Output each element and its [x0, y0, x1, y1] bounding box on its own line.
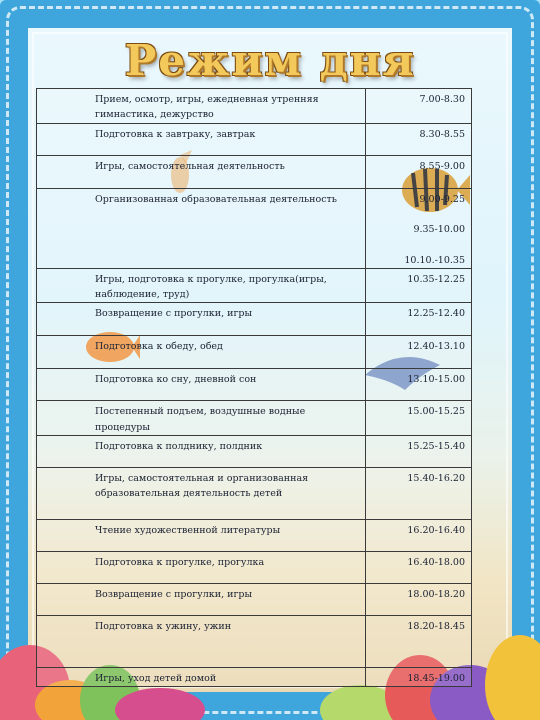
table-row: [37, 89, 472, 124]
time-cell: 13.10-15.00: [366, 369, 472, 401]
time-cell: 12.25-12.40: [366, 303, 472, 336]
table-row: [37, 667, 472, 686]
table-row: [37, 336, 472, 369]
table-row: [37, 369, 472, 401]
activity-cell: Чтение художественной литературы: [37, 519, 366, 551]
time-cell: 18.20-18.45: [366, 615, 472, 667]
table-row: [37, 519, 472, 551]
table-row: [37, 583, 472, 615]
activity-cell: Игры, самостоятельная деятельность: [37, 156, 366, 189]
table-row: [37, 268, 472, 302]
table-row: [37, 124, 472, 156]
activity-cell: Подготовка к завтраку, завтрак: [37, 124, 366, 156]
activity-cell: Подготовка к ужину, ужин: [37, 615, 366, 667]
table-row: [37, 303, 472, 336]
time-cell: 8.55-9.00: [366, 156, 472, 189]
table-row: [37, 156, 472, 189]
activity-cell: Постепенный подъем, воздушные водные процедуры: [37, 401, 366, 435]
activity-cell: Подготовка к полднику, полдник: [37, 435, 366, 467]
time-cell: 15.25-15.40: [366, 435, 472, 467]
activity-cell: Организованная образовательная деятельность: [37, 189, 366, 269]
time-cell: 9.00-9.25 9.35-10.00 10.10.-10.35: [366, 189, 472, 269]
time-cell: 18.45-19.00: [366, 667, 472, 686]
activity-cell: Игры, самостоятельная и организованная образовательная деятельность детей: [37, 467, 366, 519]
page-title: Режим дня: [124, 36, 416, 85]
activity-cell: Возвращение с прогулки, игры: [37, 303, 366, 336]
time-cell: 12.40-13.10: [366, 336, 472, 369]
table-row: [37, 435, 472, 467]
table-row: [37, 189, 472, 269]
time-cell: 7.00-8.30: [366, 89, 472, 124]
table-row: [37, 467, 472, 519]
time-cell: 16.40-18.00: [366, 551, 472, 583]
table-row: [37, 401, 472, 435]
time-cell: 18.00-18.20: [366, 583, 472, 615]
time-cell: 8.30-8.55: [366, 124, 472, 156]
activity-cell: Игры, подготовка к прогулке, прогулка(игры, наблюдение, труд): [37, 268, 366, 302]
schedule-table: [36, 88, 472, 687]
table-row: [37, 551, 472, 583]
time-cell: 15.40-16.20: [366, 467, 472, 519]
activity-cell: Подготовка ко сну, дневной сон: [37, 369, 366, 401]
activity-cell: Подготовка к прогулке, прогулка: [37, 551, 366, 583]
time-cell: 15.00-15.25: [366, 401, 472, 435]
table-row: [37, 615, 472, 667]
activity-cell: Игры, уход детей домой: [37, 667, 366, 686]
activity-cell: Подготовка к обеду, обед: [37, 336, 366, 369]
activity-cell: Возвращение с прогулки, игры: [37, 583, 366, 615]
time-cell: 10.35-12.25: [366, 268, 472, 302]
time-cell: 16.20-16.40: [366, 519, 472, 551]
activity-cell: Прием, осмотр, игры, ежедневная утренняя гимнастика, дежурство: [37, 89, 366, 124]
